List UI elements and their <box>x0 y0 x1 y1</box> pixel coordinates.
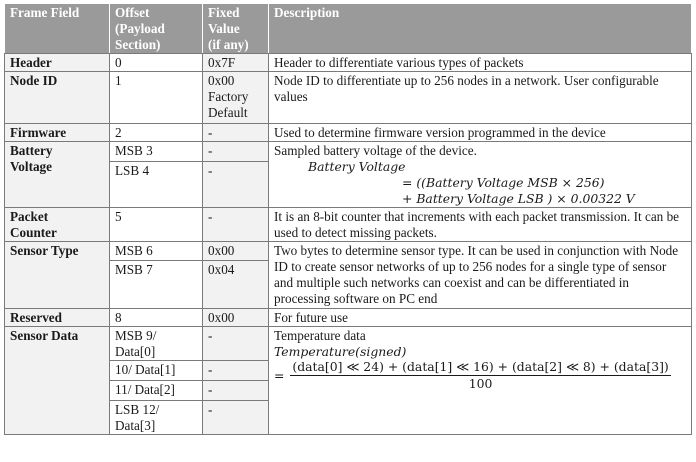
fixed-cell: 0x7F <box>203 54 269 72</box>
battery-equation-lhs: Battery Voltage <box>308 159 406 174</box>
frame-field-table <box>4 3 692 435</box>
description-cell: It is an 8-bit counter that increments with each packet transmission. It can be used to detect missing packets. <box>269 208 692 242</box>
temperature-equals-sign: = <box>274 367 285 383</box>
table-row <box>5 327 692 361</box>
fixed-cell: 0x04 <box>203 261 269 309</box>
offset-cell: 1 <box>110 72 203 124</box>
offset-cell: MSB 6 <box>110 242 203 261</box>
offset-cell: 11/ Data[2] <box>110 381 203 401</box>
field-cell: Sensor Type <box>5 242 110 309</box>
table-row <box>5 72 692 124</box>
fixed-cell: - <box>203 142 269 162</box>
description-cell: Used to determine firmware version programmed in the device <box>269 124 692 142</box>
fixed-cell: 0x00 <box>203 242 269 261</box>
description-cell: For future use <box>269 309 692 327</box>
offset-cell: 5 <box>110 208 203 242</box>
field-cell: Packet Counter <box>5 208 110 242</box>
field-cell: Header <box>5 54 110 72</box>
table-row <box>5 142 692 162</box>
field-cell: Firmware <box>5 124 110 142</box>
description-cell: Node ID to differentiate up to 256 nodes in a network. User configurable values <box>269 72 692 124</box>
temperature-numerator: (data[0] ≪ 24) + (data[1] ≪ 16) + (data[2] ≪ 8) + (data[3]) <box>292 359 669 374</box>
temperature-equation <box>274 359 686 392</box>
fixed-cell: - <box>203 381 269 401</box>
offset-cell: MSB 7 <box>110 261 203 309</box>
offset-cell: 10/ Data[1] <box>110 361 203 381</box>
battery-equation-line1: = ((Battery Voltage MSB × 256) <box>402 175 605 190</box>
temperature-equation-lhs: Temperature(signed) <box>274 344 407 359</box>
temperature-fraction <box>290 359 670 392</box>
fixed-cell: - <box>203 124 269 142</box>
header-description: Description <box>269 4 692 54</box>
fixed-cell: 0x00 Factory Default <box>203 72 269 124</box>
description-cell <box>269 142 692 208</box>
offset-cell: 0 <box>110 54 203 72</box>
field-cell: Sensor Data <box>5 327 110 435</box>
description-cell: Two bytes to determine sensor type. It can be used in conjunction with Node ID to create sensor networks of up to 256 nodes for a single type of sensor and multiple such networks can coexist and can be differentiated in processing software on PC end <box>269 242 692 309</box>
fixed-cell: - <box>203 401 269 435</box>
table-row <box>5 54 692 72</box>
header-offset: Offset (Payload Section) <box>110 4 203 54</box>
offset-cell: 8 <box>110 309 203 327</box>
description-cell: Header to differentiate various types of packets <box>269 54 692 72</box>
field-cell: Reserved <box>5 309 110 327</box>
temperature-denominator: 100 <box>468 376 493 391</box>
offset-cell: LSB 4 <box>110 162 203 208</box>
fixed-cell: - <box>203 162 269 208</box>
fixed-cell: 0x00 <box>203 309 269 327</box>
offset-cell: MSB 9/ Data[0] <box>110 327 203 361</box>
table-row <box>5 242 692 261</box>
table-row <box>5 208 692 242</box>
offset-cell: LSB 12/ Data[3] <box>110 401 203 435</box>
offset-cell: 2 <box>110 124 203 142</box>
offset-cell: MSB 3 <box>110 142 203 162</box>
fixed-cell: - <box>203 327 269 361</box>
header-frame-field: Frame Field <box>5 4 110 54</box>
battery-description-text: Sampled battery voltage of the device. <box>274 143 477 158</box>
battery-equation-line2: + Battery Voltage LSB ) × 0.00322 V <box>402 191 635 206</box>
description-cell <box>269 327 692 435</box>
fixed-cell: - <box>203 208 269 242</box>
header-fixed-value: Fixed Value (if any) <box>203 4 269 54</box>
fixed-cell: - <box>203 361 269 381</box>
field-cell: Node ID <box>5 72 110 124</box>
field-cell: Battery Voltage <box>5 142 110 208</box>
table-row <box>5 124 692 142</box>
temperature-description-text: Temperature data <box>274 328 366 343</box>
table-row <box>5 309 692 327</box>
table-header-row <box>5 4 692 54</box>
